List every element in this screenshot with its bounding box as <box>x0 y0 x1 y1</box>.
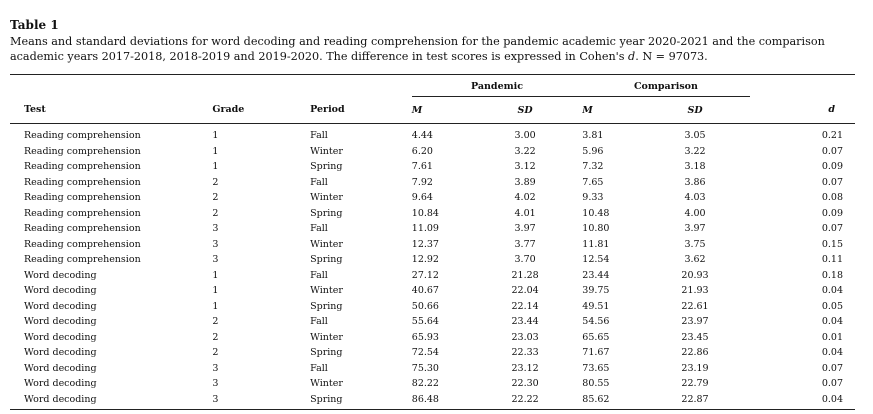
cell-comparison-m: 9.33 <box>582 192 604 203</box>
cell-comparison-m: 39.75 <box>582 285 610 296</box>
cell-cohens-d: 0.07 <box>821 223 843 234</box>
cell-cohens-d: 0.04 <box>821 316 843 327</box>
cell-pandemic-m: 7.61 <box>411 161 433 172</box>
cell-comparison-m: 5.96 <box>582 145 604 157</box>
cell-pandemic-sd: 3.00 <box>514 130 536 141</box>
cell-pandemic-sd: 4.01 <box>514 207 536 219</box>
cell-comparison-m: 80.55 <box>582 378 610 389</box>
cell-comparison-sd: 3.22 <box>684 145 706 157</box>
cell-comparison-sd: 3.62 <box>684 254 706 265</box>
table-body <box>10 124 855 410</box>
caption-sample-size: . N = 97073. <box>635 50 708 63</box>
cell-grade: 1 <box>212 269 219 281</box>
cell-test: Word decoding <box>24 331 97 343</box>
cell-comparison-m: 10.80 <box>582 223 610 234</box>
cell-test: Reading comprehension <box>24 254 141 265</box>
cell-test: Word decoding <box>24 285 97 296</box>
cell-grade: 1 <box>212 161 219 172</box>
cell-period: Spring <box>310 161 343 172</box>
cell-grade: 3 <box>212 378 219 389</box>
table-row <box>10 190 855 206</box>
cell-cohens-d: 0.09 <box>821 207 843 219</box>
cell-pandemic-m: 82.22 <box>411 378 439 389</box>
cell-test: Reading comprehension <box>24 176 141 188</box>
table-row <box>10 221 855 237</box>
cell-comparison-m: 11.81 <box>582 238 610 250</box>
cell-comparison-sd: 3.75 <box>684 238 706 250</box>
cell-pandemic-m: 12.37 <box>411 238 439 250</box>
cell-period: Fall <box>310 269 328 281</box>
cell-pandemic-m: 7.92 <box>411 176 433 188</box>
cell-grade: 2 <box>212 316 219 327</box>
table-row <box>10 330 855 346</box>
cell-pandemic-sd: 23.44 <box>511 316 539 327</box>
cell-comparison-m: 49.51 <box>582 300 610 312</box>
cell-pandemic-sd: 4.02 <box>514 192 536 203</box>
table-row <box>10 361 855 377</box>
cell-pandemic-m: 50.66 <box>411 300 439 312</box>
cell-period: Winter <box>310 378 343 389</box>
cell-pandemic-sd: 22.30 <box>511 378 539 389</box>
cell-comparison-m: 3.81 <box>582 130 604 141</box>
cell-pandemic-m: 12.92 <box>411 254 439 265</box>
cell-test: Word decoding <box>10 392 212 410</box>
cell-comparison-m: 10.48 <box>582 207 610 219</box>
cell-period: Spring <box>310 392 412 410</box>
cell-comparison-sd: 22.61 <box>681 300 709 312</box>
cell-test: Word decoding <box>24 362 97 374</box>
table-row <box>10 376 855 392</box>
cell-grade: 1 <box>212 130 219 141</box>
cell-comparison-m: 7.32 <box>582 161 604 172</box>
cell-cohens-d: 0.08 <box>821 192 843 203</box>
cell-grade: 2 <box>212 347 219 358</box>
data-table <box>10 76 855 410</box>
table-row <box>10 314 855 330</box>
table-row <box>10 206 855 222</box>
cell-comparison-m: 7.65 <box>582 176 604 188</box>
cell-period: Winter <box>310 145 343 157</box>
cell-cohens-d: 0.15 <box>821 238 843 250</box>
col-header-pandemic-m: M <box>412 97 468 124</box>
cell-grade: 3 <box>212 362 219 374</box>
cell-pandemic-sd: 21.28 <box>511 269 539 281</box>
cell-test: Reading comprehension <box>24 145 141 157</box>
table-row <box>10 159 855 175</box>
cell-comparison-sd: 20.93 <box>681 269 709 281</box>
table-container <box>10 18 855 405</box>
cell-cohens-d: 0.09 <box>821 161 843 172</box>
cell-pandemic-m: 27.12 <box>411 269 439 281</box>
table-row <box>10 283 855 299</box>
cell-cohens-d: 0.18 <box>821 269 843 281</box>
cell-period: Fall <box>310 176 328 188</box>
table-caption <box>10 34 855 64</box>
cell-period: Winter <box>310 331 343 343</box>
cell-pandemic-m: 86.48 <box>412 392 468 410</box>
top-rule <box>10 74 855 75</box>
cell-comparison-m: 73.65 <box>582 362 610 374</box>
cell-comparison-sd: 4.03 <box>684 192 706 203</box>
cell-pandemic-m: 75.30 <box>411 362 439 374</box>
caption-text: Means and standard deviations for word decoding and reading comprehension for the pandemic academic year 2020-2021 and the comparison academic years 2017-2018, 2018-2019 and 2019-2020. The difference in test scores is expressed in Cohen's <box>10 35 825 63</box>
cell-comparison-sd: 3.86 <box>684 176 706 188</box>
cell-pandemic-sd: 22.33 <box>511 347 539 358</box>
cell-pandemic-m: 9.64 <box>411 192 433 203</box>
cell-test: Word decoding <box>24 316 97 327</box>
cell-period: Fall <box>310 362 328 374</box>
cell-test: Word decoding <box>24 269 97 281</box>
table-row <box>10 392 855 410</box>
cell-pandemic-m: 55.64 <box>411 316 439 327</box>
cell-cohens-d: 0.04 <box>821 347 843 358</box>
column-header-row <box>10 97 855 124</box>
cell-pandemic-sd: 3.22 <box>514 145 536 157</box>
cell-grade: 2 <box>212 207 219 219</box>
cell-cohens-d: 0.21 <box>821 130 843 141</box>
cell-test: Word decoding <box>24 378 97 389</box>
cell-test: Word decoding <box>24 347 97 358</box>
cell-cohens-d: 0.07 <box>821 176 843 188</box>
cell-pandemic-sd: 3.70 <box>514 254 536 265</box>
cell-test: Word decoding <box>24 300 97 312</box>
group-header-comparison: Comparison <box>582 76 749 97</box>
cell-test: Reading comprehension <box>24 192 141 203</box>
cell-pandemic-sd: 22.22 <box>468 392 582 410</box>
col-header-cohens-d: d <box>750 97 855 124</box>
table-row <box>10 252 855 268</box>
cell-grade: 1 <box>212 285 219 296</box>
cell-pandemic-sd: 22.14 <box>511 300 539 312</box>
cell-comparison-m: 54.56 <box>582 316 610 327</box>
cell-cohens-d: 0.04 <box>750 392 855 410</box>
col-header-pandemic-sd: SD <box>468 97 582 124</box>
cell-pandemic-m: 4.44 <box>411 130 433 141</box>
cell-period: Spring <box>310 254 343 265</box>
cell-pandemic-sd: 3.12 <box>514 161 536 172</box>
cell-comparison-m: 71.67 <box>582 347 610 358</box>
cell-test: Reading comprehension <box>24 130 141 141</box>
col-header-period: Period <box>310 97 412 124</box>
cell-pandemic-m: 6.20 <box>411 145 433 157</box>
table-row <box>10 299 855 315</box>
cell-comparison-sd: 23.97 <box>681 316 709 327</box>
group-header-row <box>10 76 855 97</box>
cell-pandemic-sd: 3.77 <box>514 238 536 250</box>
table-row <box>10 175 855 191</box>
table-row <box>10 124 855 144</box>
cell-cohens-d: 0.01 <box>821 331 843 343</box>
cell-period: Fall <box>310 223 328 234</box>
cell-comparison-m: 85.62 <box>582 392 640 410</box>
cell-grade: 3 <box>212 254 219 265</box>
cell-cohens-d: 0.04 <box>821 285 843 296</box>
col-header-comparison-m: M <box>582 97 640 124</box>
col-header-test: Test <box>10 97 212 124</box>
cell-period: Spring <box>310 207 343 219</box>
cell-grade: 3 <box>212 223 219 234</box>
cell-period: Winter <box>310 192 343 203</box>
table-row <box>10 237 855 253</box>
group-header-pandemic: Pandemic <box>412 76 583 97</box>
cell-period: Spring <box>310 347 343 358</box>
table-row <box>10 345 855 361</box>
cell-period: Spring <box>310 300 343 312</box>
cell-pandemic-sd: 3.89 <box>514 176 536 188</box>
cell-period: Fall <box>310 316 328 327</box>
cell-grade: 1 <box>212 145 219 157</box>
cell-grade: 2 <box>212 176 219 188</box>
cell-comparison-sd: 23.45 <box>681 331 709 343</box>
cell-test: Reading comprehension <box>24 238 141 250</box>
table-label: Table 1 <box>10 18 59 32</box>
cell-comparison-sd: 22.79 <box>681 378 709 389</box>
cell-cohens-d: 0.05 <box>821 300 843 312</box>
col-header-grade: Grade <box>212 97 310 124</box>
cell-period: Fall <box>310 130 328 141</box>
caption-cohens-d: d <box>628 50 636 63</box>
cell-pandemic-m: 10.84 <box>411 207 439 219</box>
cell-pandemic-sd: 23.03 <box>511 331 539 343</box>
cell-comparison-m: 12.54 <box>582 254 610 265</box>
cell-comparison-sd: 23.19 <box>681 362 709 374</box>
table-row <box>10 268 855 284</box>
cell-comparison-sd: 4.00 <box>684 207 706 219</box>
cell-cohens-d: 0.07 <box>821 378 843 389</box>
cell-pandemic-m: 72.54 <box>411 347 439 358</box>
cell-pandemic-m: 65.93 <box>411 331 439 343</box>
cell-grade: 3 <box>212 392 310 410</box>
cell-period: Winter <box>310 238 343 250</box>
cell-comparison-sd: 22.86 <box>681 347 709 358</box>
cell-test: Reading comprehension <box>24 207 141 219</box>
cell-pandemic-m: 11.09 <box>411 223 439 234</box>
cell-grade: 3 <box>212 238 219 250</box>
cell-comparison-sd: 3.05 <box>684 130 706 141</box>
cell-test: Reading comprehension <box>24 223 141 234</box>
cell-cohens-d: 0.11 <box>821 254 843 265</box>
cell-pandemic-sd: 3.97 <box>514 223 536 234</box>
table-row <box>10 144 855 160</box>
cell-period: Winter <box>310 285 343 296</box>
cell-comparison-m: 65.65 <box>582 331 610 343</box>
cell-pandemic-sd: 23.12 <box>511 362 539 374</box>
cell-cohens-d: 0.07 <box>821 362 843 374</box>
cell-grade: 2 <box>212 192 219 203</box>
cell-grade: 1 <box>212 300 219 312</box>
col-header-comparison-sd: SD <box>640 97 749 124</box>
cell-comparison-sd: 3.18 <box>684 161 706 172</box>
cell-pandemic-m: 40.67 <box>411 285 439 296</box>
cell-comparison-sd: 3.97 <box>684 223 706 234</box>
cell-comparison-m: 23.44 <box>582 269 610 281</box>
cell-comparison-sd: 21.93 <box>681 285 709 296</box>
cell-test: Reading comprehension <box>24 161 141 172</box>
cell-pandemic-sd: 22.04 <box>511 285 539 296</box>
cell-grade: 2 <box>212 331 219 343</box>
cell-cohens-d: 0.07 <box>821 145 843 157</box>
cell-comparison-sd: 22.87 <box>640 392 749 410</box>
